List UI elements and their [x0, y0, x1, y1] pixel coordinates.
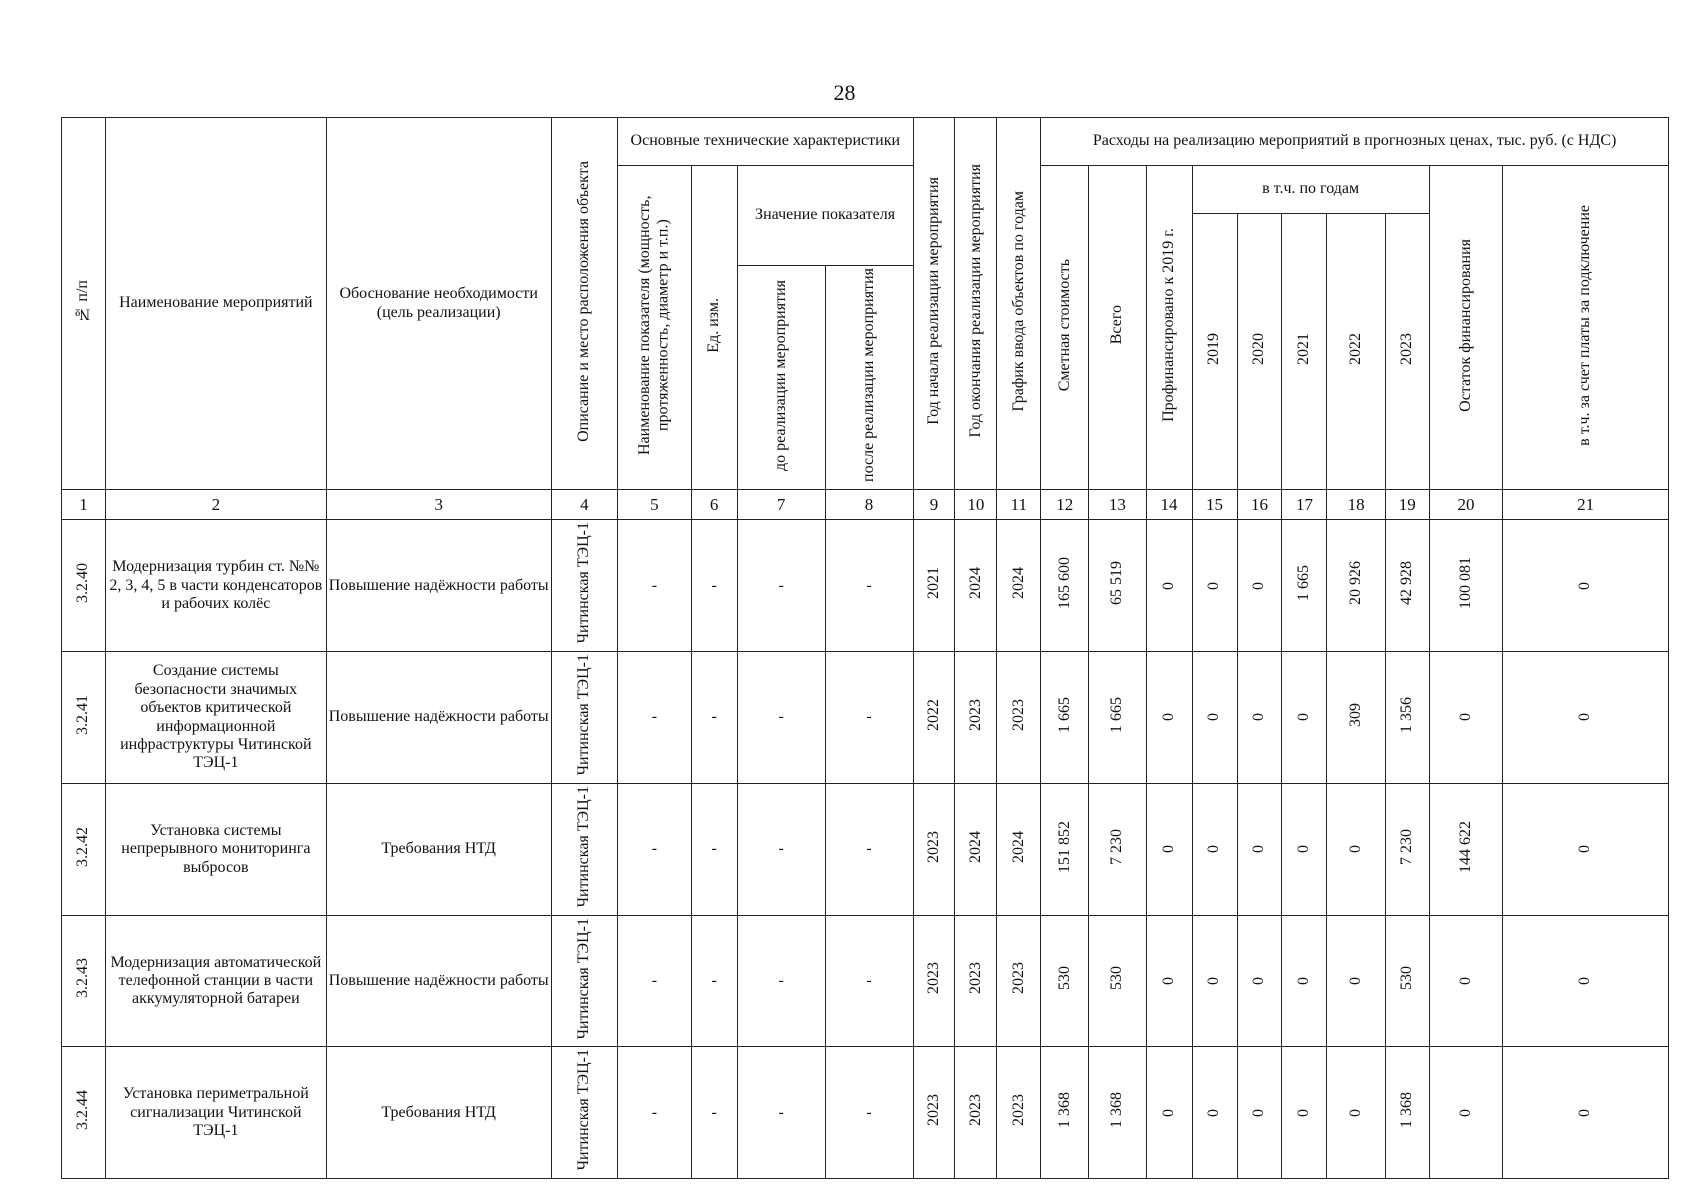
- table-row: [62, 520, 1669, 652]
- row-financed-before: 0: [1146, 652, 1192, 784]
- row-before: -: [737, 915, 825, 1047]
- row-total: 65 519: [1089, 520, 1146, 652]
- row-year-2019: 0: [1192, 783, 1237, 915]
- header-by-years: в т.ч. по годам: [1192, 166, 1429, 214]
- row-before: -: [737, 520, 825, 652]
- header-financed-before: Профинансировано к 2019 г.: [1146, 166, 1192, 490]
- row-after: -: [825, 783, 913, 915]
- row-financed-before: 0: [1146, 1047, 1192, 1179]
- header-unit: Ед. изм.: [691, 166, 737, 490]
- column-number: 7: [737, 490, 825, 520]
- row-year-2019: 0: [1192, 1047, 1237, 1179]
- row-year-2023: 42 928: [1385, 520, 1429, 652]
- row-year-2022: 0: [1327, 1047, 1385, 1179]
- row-year-2023: 7 230: [1385, 783, 1429, 915]
- column-number: 19: [1385, 490, 1429, 520]
- row-unit: -: [691, 1047, 737, 1179]
- row-connection-fee: 0: [1503, 783, 1669, 915]
- row-connection-fee: 0: [1503, 520, 1669, 652]
- row-year-2021: 0: [1282, 783, 1327, 915]
- row-location: Читинская ТЭЦ-1: [551, 520, 617, 652]
- row-indicator-name: -: [618, 783, 692, 915]
- header-before: до реализации мероприятия: [737, 266, 825, 490]
- column-number: 9: [913, 490, 955, 520]
- row-schedule: 2024: [997, 783, 1041, 915]
- row-location: Читинская ТЭЦ-1: [551, 915, 617, 1047]
- header-connection-fee: в т.ч. за счет платы за подключение: [1503, 166, 1669, 490]
- row-indicator-name: -: [618, 915, 692, 1047]
- row-name: Модернизация турбин ст. №№ 2, 3, 4, 5 в части конденсаторов и рабочих колёс: [105, 520, 326, 652]
- header-num: № п/п: [62, 118, 106, 490]
- row-year-2019: 0: [1192, 520, 1237, 652]
- header-start-year: Год начала реализации мероприятия: [913, 118, 955, 490]
- row-start-year: 2023: [913, 783, 955, 915]
- column-number: 10: [955, 490, 997, 520]
- row-number: 3.2.40: [62, 520, 106, 652]
- column-number: 8: [825, 490, 913, 520]
- header-value-group: Значение показателя: [737, 166, 913, 266]
- row-location: Читинская ТЭЦ-1: [551, 652, 617, 784]
- row-remaining: 0: [1429, 1047, 1503, 1179]
- column-number: 17: [1282, 490, 1327, 520]
- row-unit: -: [691, 652, 737, 784]
- row-schedule: 2023: [997, 1047, 1041, 1179]
- row-remaining: 0: [1429, 915, 1503, 1047]
- table-body: [62, 520, 1669, 1179]
- row-justification: Повышение надёжности работы: [326, 652, 551, 784]
- row-year-2023: 1 356: [1385, 652, 1429, 784]
- header-end-year: Год окончания реализации мероприятия: [955, 118, 997, 490]
- table-row: [62, 915, 1669, 1047]
- row-end-year: 2023: [955, 1047, 997, 1179]
- row-estimated-cost: 151 852: [1041, 783, 1089, 915]
- header-total: Всего: [1089, 166, 1146, 490]
- row-number: 3.2.41: [62, 652, 106, 784]
- row-year-2022: 309: [1327, 652, 1385, 784]
- header-tech-group: Основные технические характеристики: [618, 118, 913, 166]
- row-year-2021: 1 665: [1282, 520, 1327, 652]
- row-financed-before: 0: [1146, 520, 1192, 652]
- table-row: [62, 652, 1669, 784]
- row-justification: Требования НТД: [326, 1047, 551, 1179]
- column-number: 13: [1089, 490, 1146, 520]
- row-estimated-cost: 1 368: [1041, 1047, 1089, 1179]
- row-year-2021: 0: [1282, 915, 1327, 1047]
- column-number: 3: [326, 490, 551, 520]
- header-year-2019: 2019: [1192, 214, 1237, 490]
- header-estimated-cost: Сметная стоимость: [1041, 166, 1089, 490]
- row-year-2023: 530: [1385, 915, 1429, 1047]
- row-before: -: [737, 783, 825, 915]
- header-year-2020: 2020: [1237, 214, 1282, 490]
- header-indicator-name: Наименование показателя (мощность, протяженность, диаметр и т.п.): [618, 166, 692, 490]
- row-remaining: 144 622: [1429, 783, 1503, 915]
- row-year-2021: 0: [1282, 1047, 1327, 1179]
- row-justification: Требования НТД: [326, 783, 551, 915]
- column-number: 15: [1192, 490, 1237, 520]
- row-after: -: [825, 652, 913, 784]
- row-total: 1 368: [1089, 1047, 1146, 1179]
- row-year-2019: 0: [1192, 652, 1237, 784]
- page-number: 28: [833, 80, 856, 105]
- row-total: 1 665: [1089, 652, 1146, 784]
- column-number: 12: [1041, 490, 1089, 520]
- row-location: Читинская ТЭЦ-1: [551, 1047, 617, 1179]
- header-name: Наименование мероприятий: [105, 118, 326, 490]
- row-indicator-name: -: [618, 652, 692, 784]
- row-after: -: [825, 520, 913, 652]
- column-number: 11: [997, 490, 1041, 520]
- row-schedule: 2023: [997, 652, 1041, 784]
- column-number: 20: [1429, 490, 1503, 520]
- header-justification: Обоснование необходимости (цель реализации): [326, 118, 551, 490]
- row-total: 530: [1089, 915, 1146, 1047]
- row-remaining: 100 081: [1429, 520, 1503, 652]
- row-year-2020: 0: [1237, 1047, 1282, 1179]
- row-indicator-name: -: [618, 1047, 692, 1179]
- row-after: -: [825, 1047, 913, 1179]
- row-year-2021: 0: [1282, 652, 1327, 784]
- row-name: Модернизация автоматической телефонной станции в части аккумуляторной батареи: [105, 915, 326, 1047]
- row-indicator-name: -: [618, 520, 692, 652]
- table-row: [62, 1047, 1669, 1179]
- column-number: 6: [691, 490, 737, 520]
- investment-program-table: [61, 117, 1669, 1179]
- row-schedule: 2023: [997, 915, 1041, 1047]
- table-header: [62, 118, 1669, 520]
- header-remaining: Остаток финансирования: [1429, 166, 1503, 490]
- row-unit: -: [691, 783, 737, 915]
- row-location: Читинская ТЭЦ-1: [551, 783, 617, 915]
- header-year-2022: 2022: [1327, 214, 1385, 490]
- row-estimated-cost: 530: [1041, 915, 1089, 1047]
- row-end-year: 2023: [955, 652, 997, 784]
- row-financed-before: 0: [1146, 783, 1192, 915]
- row-before: -: [737, 652, 825, 784]
- column-number: 2: [105, 490, 326, 520]
- column-number: 4: [551, 490, 617, 520]
- row-number: 3.2.42: [62, 783, 106, 915]
- row-name: Создание системы безопасности значимых объектов критической информационной инфраструктуры Читинской ТЭЦ-1: [105, 652, 326, 784]
- row-year-2022: 20 926: [1327, 520, 1385, 652]
- row-estimated-cost: 165 600: [1041, 520, 1089, 652]
- header-year-2021: 2021: [1282, 214, 1327, 490]
- header-location: Описание и место расположения объекта: [551, 118, 617, 490]
- row-year-2022: 0: [1327, 783, 1385, 915]
- row-end-year: 2024: [955, 520, 997, 652]
- row-remaining: 0: [1429, 652, 1503, 784]
- row-start-year: 2022: [913, 652, 955, 784]
- row-start-year: 2023: [913, 915, 955, 1047]
- column-number: 18: [1327, 490, 1385, 520]
- row-estimated-cost: 1 665: [1041, 652, 1089, 784]
- row-number: 3.2.44: [62, 1047, 106, 1179]
- row-year-2019: 0: [1192, 915, 1237, 1047]
- row-unit: -: [691, 915, 737, 1047]
- row-name: Установка периметральной сигнализации Читинской ТЭЦ-1: [105, 1047, 326, 1179]
- column-numbers-row: [62, 490, 1669, 520]
- column-number: 1: [62, 490, 106, 520]
- row-number: 3.2.43: [62, 915, 106, 1047]
- row-after: -: [825, 915, 913, 1047]
- column-number: 14: [1146, 490, 1192, 520]
- row-year-2022: 0: [1327, 915, 1385, 1047]
- header-expenses-group: Расходы на реализацию мероприятий в прогнозных ценах, тыс. руб. (с НДС): [1041, 118, 1669, 166]
- row-unit: -: [691, 520, 737, 652]
- header-after: после реализации мероприятия: [825, 266, 913, 490]
- row-start-year: 2023: [913, 1047, 955, 1179]
- table-row: [62, 783, 1669, 915]
- row-justification: Повышение надёжности работы: [326, 915, 551, 1047]
- row-end-year: 2024: [955, 783, 997, 915]
- row-total: 7 230: [1089, 783, 1146, 915]
- column-number: 16: [1237, 490, 1282, 520]
- row-end-year: 2023: [955, 915, 997, 1047]
- header-year-2023: 2023: [1385, 214, 1429, 490]
- row-financed-before: 0: [1146, 915, 1192, 1047]
- row-connection-fee: 0: [1503, 652, 1669, 784]
- row-year-2020: 0: [1237, 915, 1282, 1047]
- row-start-year: 2021: [913, 520, 955, 652]
- row-before: -: [737, 1047, 825, 1179]
- row-year-2020: 0: [1237, 520, 1282, 652]
- column-number: 21: [1503, 490, 1669, 520]
- row-year-2020: 0: [1237, 783, 1282, 915]
- column-number: 5: [618, 490, 692, 520]
- row-year-2023: 1 368: [1385, 1047, 1429, 1179]
- row-name: Установка системы непрерывного мониторинга выбросов: [105, 783, 326, 915]
- header-schedule: График ввода объектов по годам: [997, 118, 1041, 490]
- row-schedule: 2024: [997, 520, 1041, 652]
- row-justification: Повышение надёжности работы: [326, 520, 551, 652]
- row-connection-fee: 0: [1503, 915, 1669, 1047]
- row-year-2020: 0: [1237, 652, 1282, 784]
- row-connection-fee: 0: [1503, 1047, 1669, 1179]
